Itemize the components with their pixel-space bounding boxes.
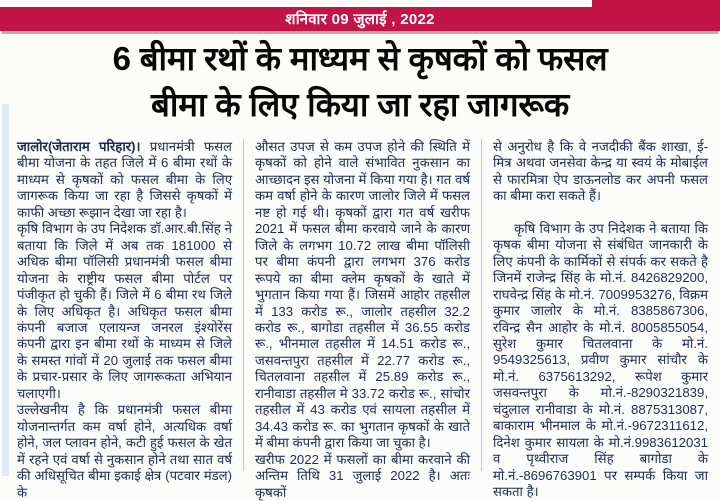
paragraph: खरीफ 2022 में फसलों का बीमा करवाने की अन्तिम तिथि 31 जुलाई 2022 है। अतः कृषकों bbox=[255, 451, 470, 500]
paragraph: से अनुरोध है कि वे नजदीकी बैंक शाखा, ई-मित्र अथवा जनसेवा केन्द्र या स्वयं के मोबाईल से फारमित्रा ऐप डाऊनलोड कर अपनी फसल का बीमा करा सकते हैं। bbox=[493, 139, 708, 204]
paragraph: औसत उपज से कम उपज होने की स्थिति में कृषकों को होने वाले संभावित नुकसान का आच्छादन इस योजना में किया गया है। गत वर्ष कम वर्षा होने के कारण जालोर जिले में फसल नष्ट हो गई थी। कृषकों द्वारा गत वर्ष खरीफ 2021 में फसल बीमा करवाये जाने के कारण जिले के लगभग 10.72 लाख बीमा पॉलिसी पर बीमा कंपनी द्वारा लगभग 376 करोड रूपये का बीमा क्लेम कृषकों के खाते में भुगतान किया गया हैं। जिसमें आहोर तहसील में 133 करोड रू., जालोर तहसील 32.2 करोड रू., बागोडा तहसील में 36.55 करोड रू., भीनमाल तहसील में 14.51 करोड रू., जसवन्तपुरा तहसील में 22.77 करोड रू., चितलवाना तहसील में 25.89 करोड रू., रानीवाडा तहसील मे 33.72 करोड रू., सांचोर तहसील में 43 करोड एवं सायला तहसील में 34.43 करोड रू. का भुगतान कृषकों के खाते में बीमा कंपनी द्वारा किया जा चुका है। bbox=[255, 139, 470, 451]
article-column-2 bbox=[243, 139, 470, 500]
page-edge bbox=[2, 104, 9, 476]
date-text: शनिवार 09 जुलाई , 2022 bbox=[285, 11, 435, 28]
headline-line-1: 6 बीमा रथों के माध्यम से कृषकों को फसल bbox=[112, 40, 608, 77]
banner-shadow bbox=[2, 31, 718, 34]
article-column-3 bbox=[481, 139, 708, 500]
paragraph: कृषि विभाग के उप निदेशक ने बताया कि कृषक बीमा योजना से संबंधित जानकारी के लिए कंपनी के कार्मिकों से संपर्क कर सकते है जिनमें राजेन्द्र सिंह के मो.नं. 8426829200, राघवेन्द्र सिंह के मो.नं. 7009953276, विक्रम कुमार जालोर के मो.नं. 8385867306, रविन्द्र सैन आहोर के मो.नं. 8005855054, सुरेश कुमार चितलवाना के मो.नं. 9549325613, प्रवीण कुमार सांचौर के मो.नं. 6375613292, रूपेश कुमार जसवन्तपुरा के मो.नं.-8290321839, चंदुलाल रानीवाडा के मो.नं. 8875313087, बाकाराम भीनमाल के मो.नं.-9672311612, दिनेश कुमार सायला के मो.नं.9983612031 व पृथ्वीराज सिंह बागोडा के मो.नं.-8696763901 पर सम्पर्क किया जा सकता है। bbox=[493, 220, 708, 500]
date-banner bbox=[0, 7, 720, 31]
headline bbox=[8, 36, 712, 128]
lead-paragraph-text: प्रधानमंत्री फसल बीमा योजना के तहत जिले में 6 बीमा रथों के माध्यम से कृषकों को फसल बीमा के लिए जागरूक किया जा रहा है जिससे कृषकों में काफी अच्छा रूझान देखा जा रहा है। bbox=[17, 139, 232, 220]
article-body bbox=[17, 139, 711, 500]
paragraph: उल्लेखनीय है कि प्रधानमंत्री फसल बीमा योजनान्तर्गत कम वर्षा होने, अत्यधिक वर्षा होने, जल प्लावन होने, कटी हुई फसल के खेत में रहने एवं वर्षा से नुकसान होने तथा सात वर्ष की अधिसूचित बीमा इकाई क्षेत्र (पटवार मंडल) के bbox=[17, 402, 232, 500]
dateline-byline: जालोर(जेताराम परिहार)। bbox=[17, 139, 150, 154]
paragraph: कृषि विभाग के उप निदेशक डॉ.आर.बी.सिंह ने बताया कि जिले में अब तक 181000 से अधिक बीमा पॉलिसी प्रधानमंत्री फसल बीमा योजना के राष्ट्रीय फसल बीमा पोर्टल पर पंजीकृत हो चुकी हैं। जिले में 6 बीमा रथ जिले के लिए अधिकृत है। अधिकृत फसल बीमा कंपनी बजाज एलायन्ज जनरल इंश्योरेंस कंपनी द्वारा इन बीमा रथों के माध्यम से जिले के समस्त गांवों में 20 जुलाई तक फसल बीमा के प्रचार-प्रसार के लिए जागरूकता अभियान चलाएगी। bbox=[17, 221, 232, 401]
headline-line-2: बीमा के लिए किया जा रहा जागरूक bbox=[151, 86, 569, 123]
paragraph-lead bbox=[17, 139, 232, 221]
article-column-1 bbox=[17, 139, 232, 500]
